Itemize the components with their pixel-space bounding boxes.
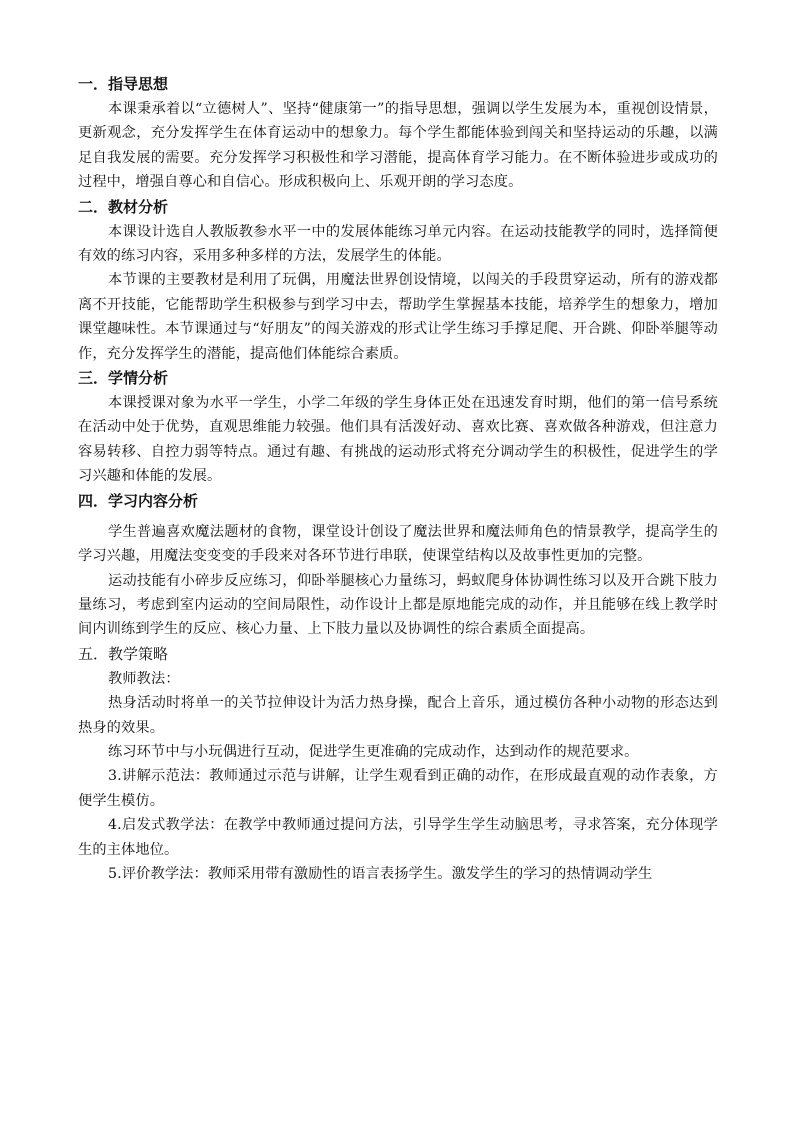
paragraph: 本课授课对象为水平一学生，小学二年级的学生身体正处在迅速发育时期，他们的第一信号系统在活动中处于优势，直观思维能力较强。他们具有活泼好动、喜欢比赛、喜欢做各种游戏，但注意力容易转移、自控力弱等特点。通过有趣、有挑战的运动形式将充分调动学生的积极性，促进学生的学习兴趣和体能的发展。: [78, 395, 718, 485]
paragraph: 本节课的主要教材是利用了玩偶，用魔法世界创设情境，以闯关的手段贯穿运动，所有的游戏都离不开技能，它能帮助学生积极参与到学习中去，帮助学生掌握基本技能，培养学生的想象力，增加课堂趣味性。本节课通过与“好朋友”的闯关游戏的形式让学生练习手撑足爬、开合跳、仰卧举腿等动作，充分发挥学生的潜能，提高他们体能综合素质。: [78, 272, 718, 362]
section-heading: 一．指导思想: [78, 75, 169, 93]
paragraph: 本课秉承着以“立德树人”、坚持“健康第一”的指导思想，强调以学生发展为本，重视创设情景，更新观念，充分发挥学生在体育运动中的想象力。每个学生都能体验到闯关和坚持运动的乐趣，以满足自我发展的需要。充分发挥学习积极性和学习潜能，提高体育学习能力。在不断体验进步或成功的过程中，增强自尊心和自信心。形成积极向上、乐观开朗的学习态度。: [78, 101, 718, 191]
section-material-analysis: [78, 195, 718, 366]
paragraph: 教师教法：: [108, 670, 180, 687]
paragraph: 运动技能有小碎步反应练习，仰卧举腿核心力量练习，蚂蚁爬身体协调性练习以及开合跳下肢力量练习，考虑到室内运动的空间局限性，动作设计上都是原地能完成的动作，并且能够在线上教学时间内训练到学生的反应、核心力量、上下肢力量以及协调性的综合素质全面提高。: [78, 572, 718, 638]
section-guiding-ideology: [78, 72, 718, 195]
section-heading: 四．学习内容分析: [78, 491, 199, 510]
paragraph: 3.讲解示范法：教师通过示范与讲解，让学生观看到正确的动作，在形成最直观的动作表象，方便学生模仿。: [78, 768, 718, 809]
section-content-analysis: [78, 489, 718, 642]
paragraph: 热身活动时将单一的关节拉伸设计为活力热身操，配合上音乐，通过模仿各种小动物的形态达到热身的效果。: [78, 695, 718, 736]
paragraph: 练习环节中与小玩偶进行互动，促进学生更准确的完成动作，达到动作的规范要求。: [108, 743, 639, 760]
section-heading: 二．教材分析: [78, 197, 169, 216]
paragraph: 本课设计选自人教版教参水平一中的发展体能练习单元内容。在运动技能教学的同时，选择简便有效的练习内容，采用多种多样的方法，发展学生的体能。: [78, 223, 718, 265]
section-teaching-strategy: [78, 642, 718, 887]
section-heading: 五．教学策略: [78, 644, 169, 663]
paragraph: 5.评价教学法：教师采用带有激励性的语言表扬学生。激发学生的学习的热情调动学生: [108, 865, 653, 882]
section-learner-analysis: [78, 366, 718, 489]
paragraph: 学生普遍喜欢魔法题材的食物，课堂设计创设了魔法世界和魔法师角色的情景教学，提高学生的学习兴趣，用魔法变变变的手段来对各环节进行串联，使课堂结构以及故事性更加的完整。: [78, 523, 718, 565]
document-page: [78, 72, 718, 886]
section-heading: 三．学情分析: [78, 369, 169, 388]
paragraph: 4.启发式教学法：在教学中教师通过提问方法，引导学生学生动脑思考，寻求答案，充分体现学生的主体地位。: [78, 817, 718, 858]
